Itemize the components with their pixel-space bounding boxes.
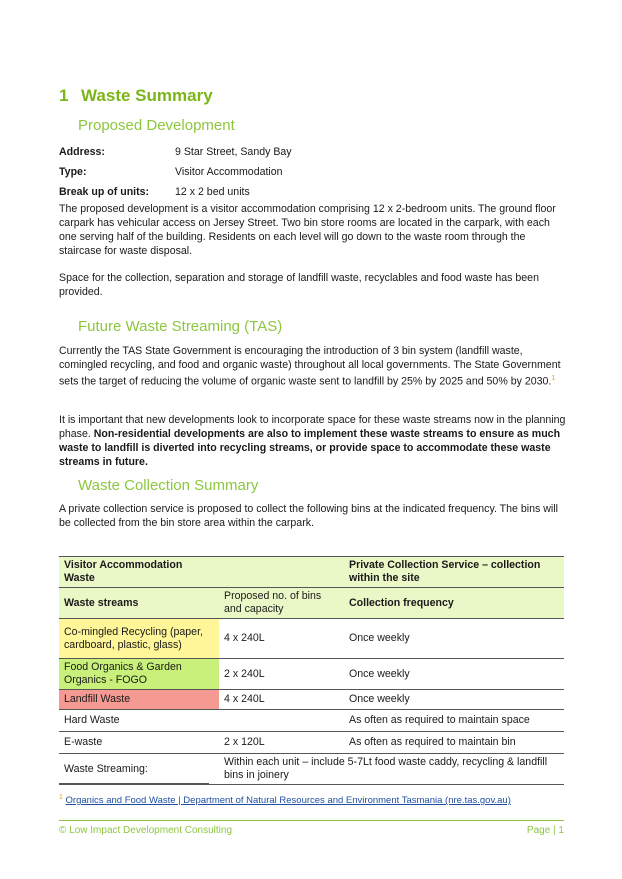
frequency-cell: Once weekly xyxy=(344,619,564,659)
future-paragraph-1-text: Currently the TAS State Government is encouraging the introduction of 3 bin system (landfill waste, comingled recycling, and food and organic waste) throughout all local governments. The State Government sets the target of reducing the volume of organic waste sent to landfill by 25% by 2025 and 50% by 2030. xyxy=(59,345,561,388)
future-paragraph-1 xyxy=(59,344,567,389)
col-collection-frequency: Collection frequency xyxy=(344,588,564,619)
table-row xyxy=(59,690,564,710)
streaming-label: Waste Streaming: xyxy=(59,754,219,785)
stream-cell: E-waste xyxy=(59,732,219,754)
footnote-reference[interactable]: 1 xyxy=(551,375,556,382)
footnote-link[interactable]: Organics and Food Waste | Department of Natural Resources and Environment Tasmania (nre.tas.gov.au) xyxy=(65,795,511,807)
footer-divider xyxy=(59,820,564,821)
header-accommodation-waste: Visitor Accommodation Waste xyxy=(59,557,219,588)
col-waste-streams: Waste streams xyxy=(59,588,219,619)
header-empty-cell xyxy=(219,557,344,588)
units-label: Break up of units: xyxy=(59,186,150,198)
proposed-paragraph-1: The proposed development is a visitor accommodation comprising 12 x 2-bedroom units. The ground floor carpark has vehicular access on Jersey Street. Two bin store rooms are located in the carpark, with each one serving half of the building. Residents on each level will go down to the waste room through the staircase for waste disposal. xyxy=(59,203,556,257)
footnote xyxy=(59,794,511,806)
footer-page-number: Page | 1 xyxy=(526,825,564,836)
table-column-header-row xyxy=(59,588,564,619)
footnote-divider xyxy=(59,783,209,784)
bins-cell xyxy=(219,710,344,732)
table-row-streaming xyxy=(59,754,564,785)
address-value: 9 Star Street, Sandy Bay xyxy=(175,146,292,158)
header-collection-service: Private Collection Service – collection within the site xyxy=(344,557,564,588)
table-row xyxy=(59,732,564,754)
table-row xyxy=(59,710,564,732)
future-streaming-heading: Future Waste Streaming (TAS) xyxy=(78,318,283,335)
stream-cell: Landfill Waste xyxy=(59,690,219,710)
stream-cell: Food Organics & Garden Organics - FOGO xyxy=(59,659,219,690)
frequency-cell: Once weekly xyxy=(344,659,564,690)
col-proposed-bins: Proposed no. of bins and capacity xyxy=(219,588,344,619)
type-value: Visitor Accommodation xyxy=(175,166,283,178)
table-header-row xyxy=(59,557,564,588)
bins-cell: 4 x 240L xyxy=(219,690,344,710)
type-label: Type: xyxy=(59,166,87,178)
future-paragraph-2-plain: It is important that new developments look to incorporate space for these waste streams now in the planning phase. xyxy=(59,414,566,440)
table-row xyxy=(59,619,564,659)
frequency-cell: Once weekly xyxy=(344,690,564,710)
address-label: Address: xyxy=(59,146,105,158)
collection-paragraph: A private collection service is proposed to collect the following bins at the indicated frequency. The bins will be collected from the bin store area within the carpark. xyxy=(59,503,558,529)
proposed-development-heading: Proposed Development xyxy=(78,117,235,134)
table-row xyxy=(59,659,564,690)
bins-cell: 2 x 120L xyxy=(219,732,344,754)
section-number: 1 xyxy=(59,86,69,105)
streaming-value: Within each unit – include 5-7Lt food waste caddy, recycling & landfill bins in joinery xyxy=(219,754,564,785)
footnote-number: 1 xyxy=(59,794,63,801)
future-paragraph-2-bold: Non-residential developments are also to implement these waste streams to ensure as much waste to landfill is diverted into recycling streams, or provide space to accommodate these waste streams in future. xyxy=(59,428,561,468)
units-value: 12 x 2 bed units xyxy=(175,186,250,198)
frequency-cell: As often as required to maintain bin xyxy=(344,732,564,754)
stream-cell: Co-mingled Recycling (paper, cardboard, plastic, glass) xyxy=(59,619,219,659)
section-title: Waste Summary xyxy=(81,86,213,105)
proposed-paragraph-2: Space for the collection, separation and storage of landfill waste, recyclables and food waste has been provided. xyxy=(59,272,539,298)
section-heading xyxy=(59,86,213,106)
stream-cell: Hard Waste xyxy=(59,710,219,732)
collection-summary-heading: Waste Collection Summary xyxy=(78,477,259,494)
future-paragraph-2 xyxy=(59,413,567,469)
footer-company: © Low Impact Development Consulting xyxy=(59,825,233,836)
bins-cell: 2 x 240L xyxy=(219,659,344,690)
bins-cell: 4 x 240L xyxy=(219,619,344,659)
waste-collection-table xyxy=(59,556,564,785)
frequency-cell: As often as required to maintain space xyxy=(344,710,564,732)
